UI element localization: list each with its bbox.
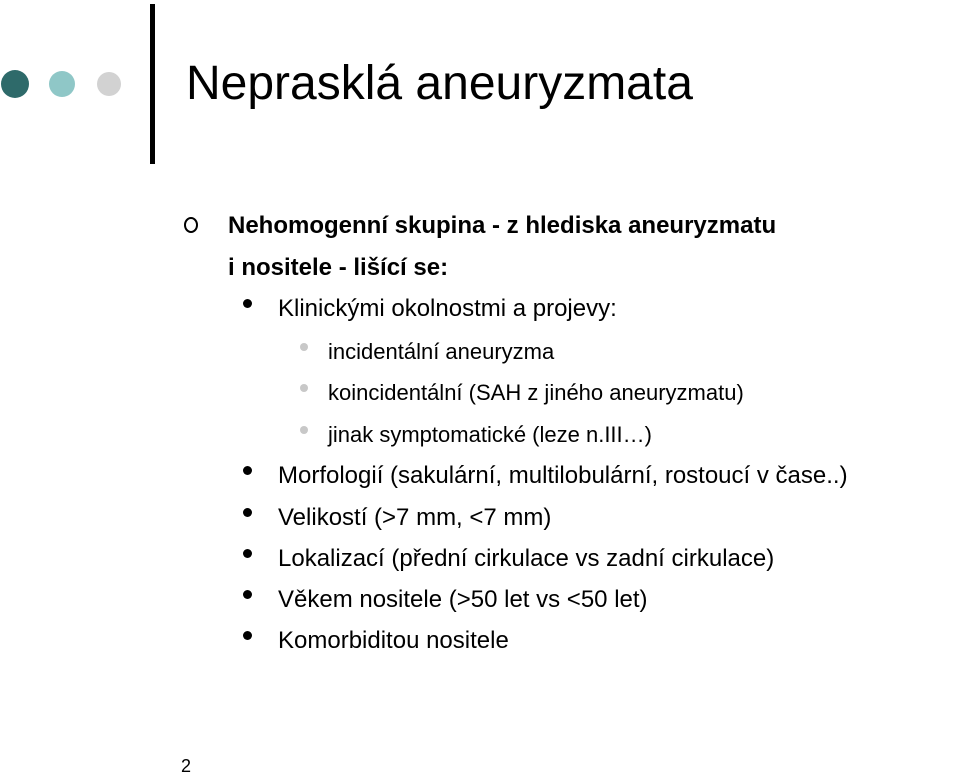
title-divider [150, 4, 155, 164]
list-item: Velikostí (>7 mm, <7 mm) [278, 504, 552, 531]
sub-bullet-dot-icon [300, 426, 308, 434]
bullet-dot-icon [243, 508, 252, 517]
bullet-dot-icon [243, 631, 252, 640]
list-item: Komorbiditou nositele [278, 627, 509, 654]
decor-dot-light [49, 71, 75, 97]
decor-dot-grey [97, 72, 121, 96]
lead-line-1: Nehomogenní skupina - z hlediska aneuryzmatu [228, 212, 777, 239]
sub-bullet-dot-icon [300, 384, 308, 392]
bullet-dot-icon [243, 299, 252, 308]
list-item: Lokalizací (přední cirkulace vs zadní cirkulace) [278, 545, 775, 572]
sub-list-item: jinak symptomatické (leze n.III…) [328, 422, 652, 447]
list-item: Klinickými okolnostmi a projevy: [278, 295, 617, 322]
bullet-dot-icon [243, 590, 252, 599]
bullet-dot-icon [243, 549, 252, 558]
bullet-dot-icon [243, 466, 252, 475]
lead-line-2: i nositele - lišící se: [228, 254, 449, 281]
list-item: Morfologií (sakulární, multilobulární, rostoucí v čase..) [278, 462, 848, 489]
ring-bullet-icon [183, 216, 199, 234]
sub-bullet-dot-icon [300, 343, 308, 351]
sub-list-item: incidentální aneuryzma [328, 339, 555, 364]
list-item: Věkem nositele (>50 let vs <50 let) [278, 586, 648, 613]
slide-title: Neprasklá aneuryzmata [186, 57, 693, 110]
sub-list-item: koincidentální (SAH z jiného aneuryzmatu) [328, 380, 744, 405]
decor-dot-dark [1, 70, 29, 98]
page-number: 2 [181, 756, 192, 776]
